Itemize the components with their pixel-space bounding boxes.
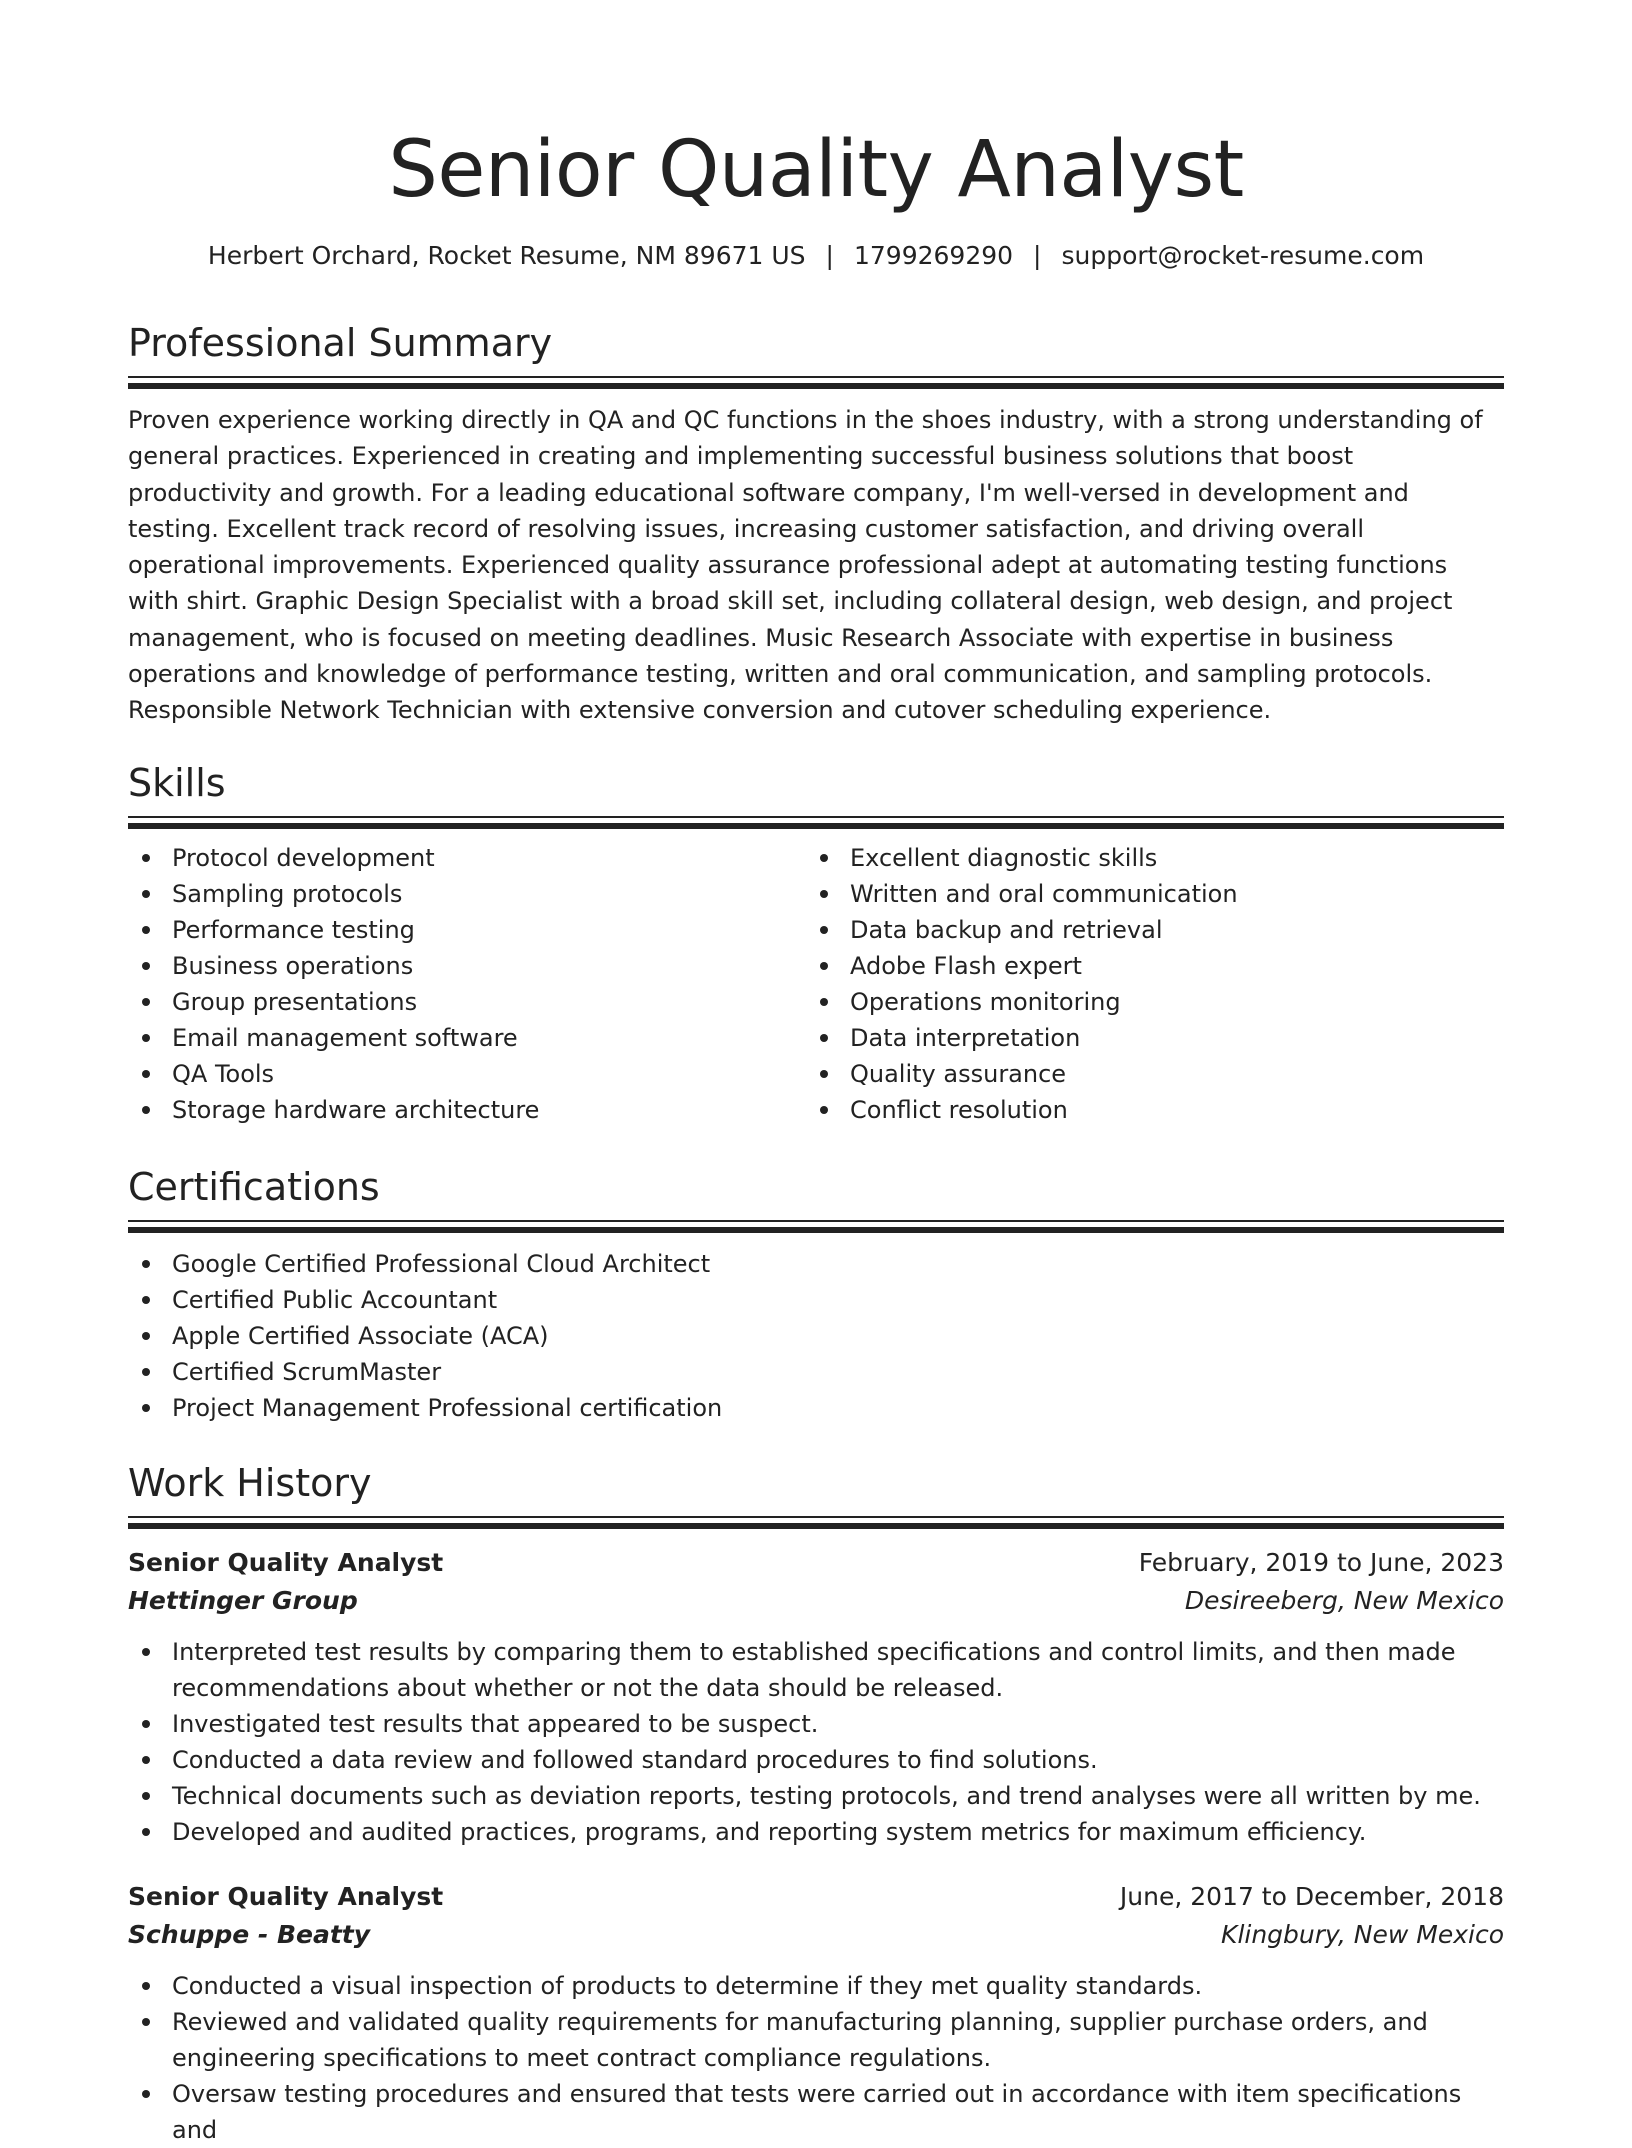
skill-item: Storage hardware architecture [128,1092,806,1128]
skill-item: QA Tools [128,1056,806,1092]
skills-section [128,758,1504,1128]
section-heading: Professional Summary [128,321,553,365]
job-company: Hettinger Group [128,1586,358,1615]
job-bullets [128,1634,1504,1850]
certification-item: Certified ScrumMaster [128,1354,1504,1390]
skill-item: Excellent diagnostic skills [806,840,1484,876]
skills-list-left [128,840,806,1128]
job-dates: June, 2017 to December, 2018 [1119,1882,1504,1911]
job-location: Klingbury, New Mexico [1221,1920,1504,1949]
certification-item: Project Management Professional certification [128,1390,1504,1426]
job-company: Schuppe - Beatty [128,1920,371,1949]
skill-item: Written and oral communication [806,876,1484,912]
skill-item: Sampling protocols [128,876,806,912]
section-divider [128,376,1504,390]
skill-item: Email management software [128,1020,806,1056]
contact-separator: | [825,241,834,270]
certification-item: Apple Certified Associate (ACA) [128,1318,1504,1354]
section-heading: Certifications [128,1165,380,1209]
summary-text: Proven experience working directly in QA and QC functions in the shoes industry, with a strong understanding of general practices. Experienced in creating and implementing successful business solutions that boost productivity and growth. For a leading educational software company, I'm well-versed in development and testing. Excellent track record of resolving issues, increasing customer satisfaction, and driving overall operational improvements. Experienced quality assurance professional adept at automating testing functions with shirt. Graphic Design Specialist with a broad skill set, including collateral design, web design, and project management, who is focused on meeting deadlines. Music Research Associate with expertise in business operations and knowledge of performance testing, written and oral communication, and sampling protocols. Responsible Network Technician with extensive conversion and cutover scheduling experience. [128,406,1483,725]
job-bullet: Conducted a data review and followed standard procedures to find solutions. [128,1742,1504,1778]
job-bullet: Reviewed and validated quality requirements for manufacturing planning, supplier purchase orders, and engineering specifications to meet contract compliance regulations. [128,2004,1504,2076]
skill-item: Data backup and retrieval [806,912,1484,948]
job-entry [128,1544,1504,1850]
contact-address: Herbert Orchard, Rocket Resume, NM 89671 US [207,241,806,270]
skill-item: Group presentations [128,984,806,1020]
job-bullet: Investigated test results that appeared to be suspect. [128,1706,1504,1742]
resume-title: Senior Quality Analyst [388,125,1244,215]
job-bullet: Technical documents such as deviation reports, testing protocols, and trend analyses were all written by me. [128,1778,1504,1814]
work-history-section [128,1458,1504,2148]
job-entry [128,1878,1504,2148]
job-location: Desireeberg, New Mexico [1184,1586,1504,1615]
contact-line [128,238,1504,274]
skill-item: Operations monitoring [806,984,1484,1020]
skill-item: Protocol development [128,840,806,876]
section-divider [128,816,1504,830]
job-bullet: Conducted a visual inspection of products to determine if they met quality standards. [128,1968,1504,2004]
skill-item: Performance testing [128,912,806,948]
job-bullet: Oversaw testing procedures and ensured that tests were carried out in accordance with item specifications and [128,2076,1504,2148]
section-divider [128,1516,1504,1530]
contact-separator: | [1033,241,1042,270]
contact-email[interactable]: support@rocket-resume.com [1061,241,1425,270]
contact-phone: 1799269290 [853,241,1014,270]
skill-item: Conflict resolution [806,1092,1484,1128]
job-bullet: Interpreted test results by comparing them to established specifications and control limits, and then made recommendations about whether or not the data should be released. [128,1634,1504,1706]
certification-item: Google Certified Professional Cloud Architect [128,1246,1504,1282]
skill-item: Business operations [128,948,806,984]
job-bullet: Developed and audited practices, programs, and reporting system metrics for maximum efficiency. [128,1814,1504,1850]
summary-section [128,318,1504,729]
certifications-section [128,1162,1504,1426]
job-title: Senior Quality Analyst [128,1882,444,1911]
certifications-list [128,1246,1504,1426]
section-heading: Work History [128,1461,372,1505]
job-title: Senior Quality Analyst [128,1548,444,1577]
certification-item: Certified Public Accountant [128,1282,1504,1318]
skills-list-right [806,840,1484,1128]
job-bullets [128,1968,1504,2148]
section-heading: Skills [128,761,226,805]
section-divider [128,1220,1504,1234]
skill-item: Adobe Flash expert [806,948,1484,984]
skill-item: Quality assurance [806,1056,1484,1092]
skill-item: Data interpretation [806,1020,1484,1056]
job-dates: February, 2019 to June, 2023 [1138,1548,1504,1577]
